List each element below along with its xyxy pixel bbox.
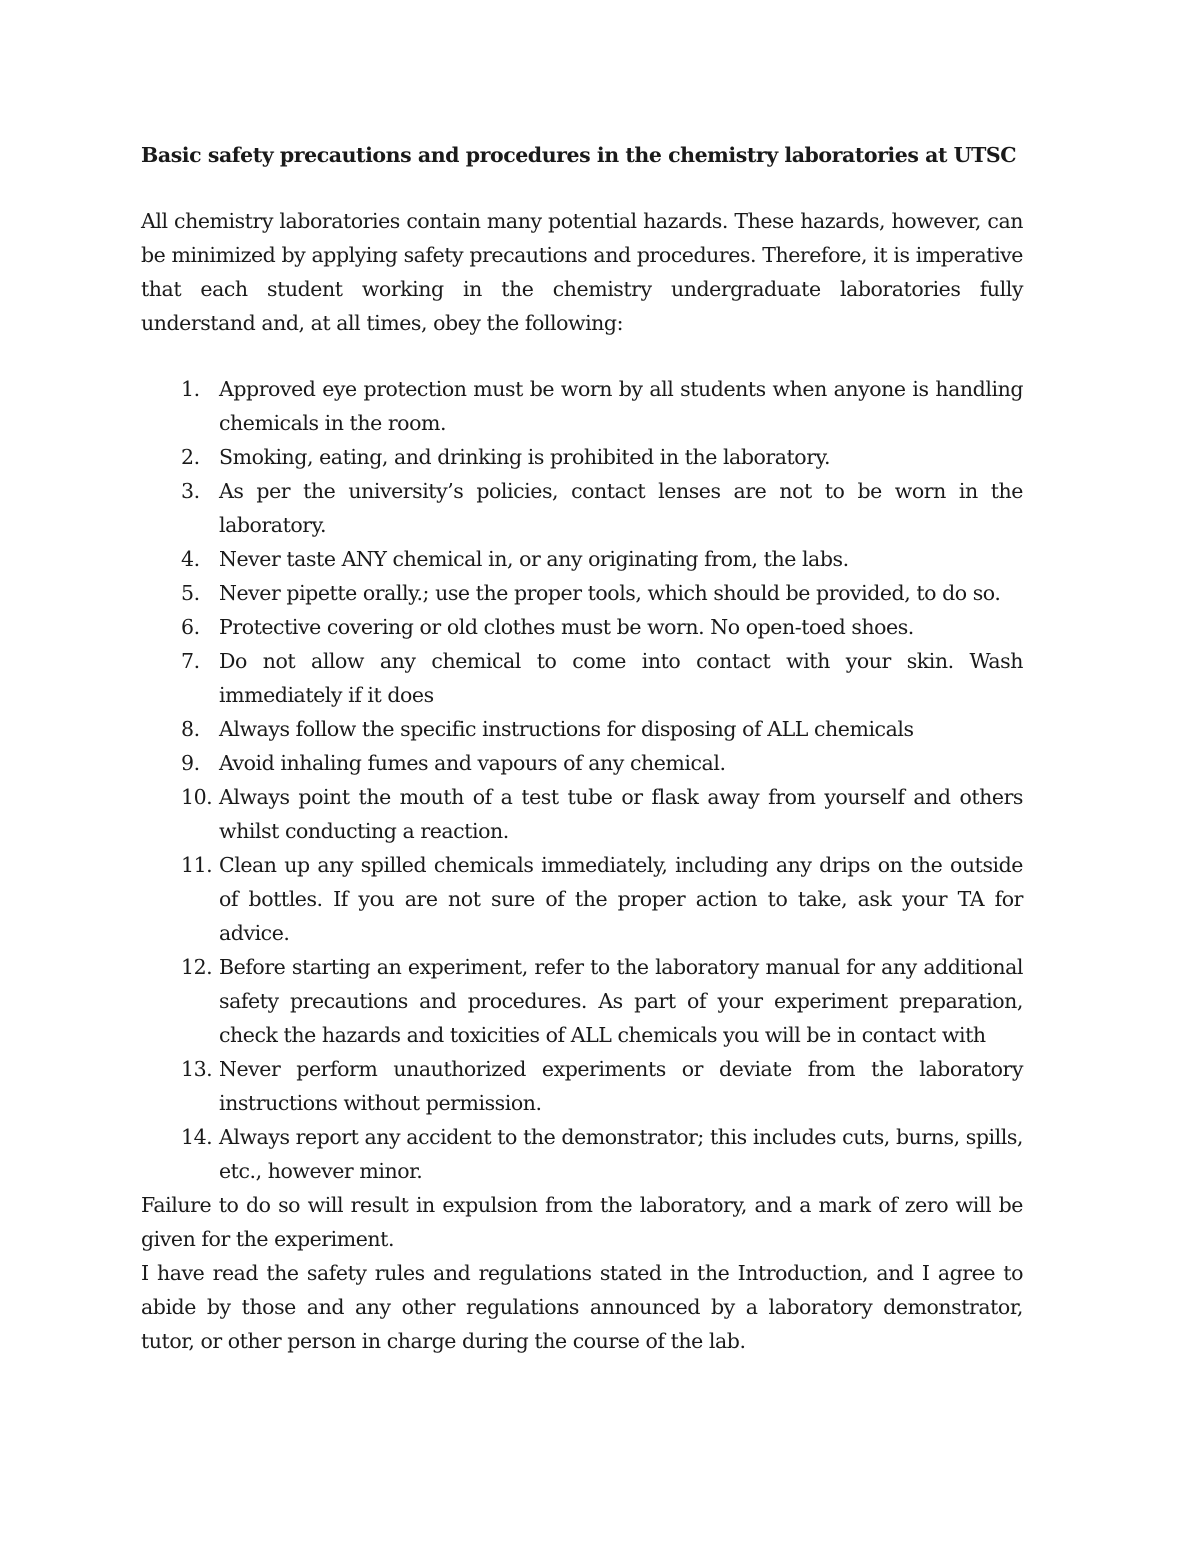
list-item-number: 10. bbox=[181, 785, 213, 809]
list-item-text: Never perform unauthorized experiments or deviate from the laboratory instructions without permission. bbox=[219, 1057, 1023, 1115]
list-item-number: 8. bbox=[181, 717, 200, 741]
list-item-number: 1. bbox=[181, 377, 200, 401]
list-item bbox=[141, 440, 1023, 474]
list-item-text: Always report any accident to the demonstrator; this includes cuts, burns, spills, etc., however minor. bbox=[219, 1125, 1023, 1183]
list-item bbox=[141, 576, 1023, 610]
list-item-number: 11. bbox=[181, 853, 213, 877]
list-item-number: 7. bbox=[181, 649, 200, 673]
document-page bbox=[141, 138, 1023, 1358]
list-item-text: Before starting an experiment, refer to the laboratory manual for any additional safety precautions and procedures. As part of your experiment preparation, check the hazards and toxicities of ALL chemicals you will be in contact with bbox=[219, 955, 1023, 1047]
list-item-text: Never taste ANY chemical in, or any originating from, the labs. bbox=[219, 547, 849, 571]
list-item bbox=[141, 372, 1023, 440]
list-item bbox=[141, 610, 1023, 644]
list-item-number: 2. bbox=[181, 445, 200, 469]
list-item-text: Smoking, eating, and drinking is prohibited in the laboratory. bbox=[219, 445, 831, 469]
document-title: Basic safety precautions and procedures in the chemistry laboratories at UTSC bbox=[141, 143, 1017, 167]
list-item-number: 6. bbox=[181, 615, 200, 639]
list-item-text: Clean up any spilled chemicals immediately, including any drips on the outside of bottles. If you are not sure of the proper action to take, ask your TA for advice. bbox=[219, 853, 1023, 945]
list-item-text: Never pipette orally.; use the proper tools, which should be provided, to do so. bbox=[219, 581, 1001, 605]
list-item-text: Protective covering or old clothes must be worn. No open-toed shoes. bbox=[219, 615, 914, 639]
list-item-number: 13. bbox=[181, 1057, 213, 1081]
list-item-number: 9. bbox=[181, 751, 200, 775]
list-item bbox=[141, 542, 1023, 576]
list-item bbox=[141, 848, 1023, 950]
list-item-text: Do not allow any chemical to come into contact with your skin. Wash immediately if it does bbox=[219, 649, 1023, 707]
list-item-number: 4. bbox=[181, 547, 200, 571]
safety-rules-list bbox=[141, 372, 1023, 1188]
agreement-statement: I have read the safety rules and regulations stated in the Introduction, and I agree to abide by those and any other regulations announced by a laboratory demonstrator, tutor, or other person in charge during the course of the lab. bbox=[141, 1261, 1023, 1353]
list-item-number: 3. bbox=[181, 479, 200, 503]
list-item-number: 12. bbox=[181, 955, 213, 979]
list-item-number: 5. bbox=[181, 581, 200, 605]
list-item bbox=[141, 712, 1023, 746]
list-item-number: 14. bbox=[181, 1125, 213, 1149]
list-item bbox=[141, 644, 1023, 712]
list-item bbox=[141, 746, 1023, 780]
intro-paragraph: All chemistry laboratories contain many potential hazards. These hazards, however, can be minimized by applying safety precautions and procedures. Therefore, it is imperative that each student working in the chemistry undergraduate laboratories fully understand and, at all times, obey the following: bbox=[141, 209, 1023, 335]
list-item bbox=[141, 474, 1023, 542]
list-item bbox=[141, 950, 1023, 1052]
list-item-text: Approved eye protection must be worn by all students when anyone is handling chemicals in the room. bbox=[219, 377, 1023, 435]
list-item bbox=[141, 1120, 1023, 1188]
list-item-text: As per the university’s policies, contact lenses are not to be worn in the laboratory. bbox=[219, 479, 1023, 537]
list-item-text: Always follow the specific instructions for disposing of ALL chemicals bbox=[219, 717, 914, 741]
list-item-text: Avoid inhaling fumes and vapours of any chemical. bbox=[219, 751, 726, 775]
list-item-text: Always point the mouth of a test tube or flask away from yourself and others whilst conducting a reaction. bbox=[219, 785, 1023, 843]
list-item bbox=[141, 780, 1023, 848]
failure-note: Failure to do so will result in expulsion from the laboratory, and a mark of zero will be given for the experiment. bbox=[141, 1193, 1023, 1251]
list-item bbox=[141, 1052, 1023, 1120]
